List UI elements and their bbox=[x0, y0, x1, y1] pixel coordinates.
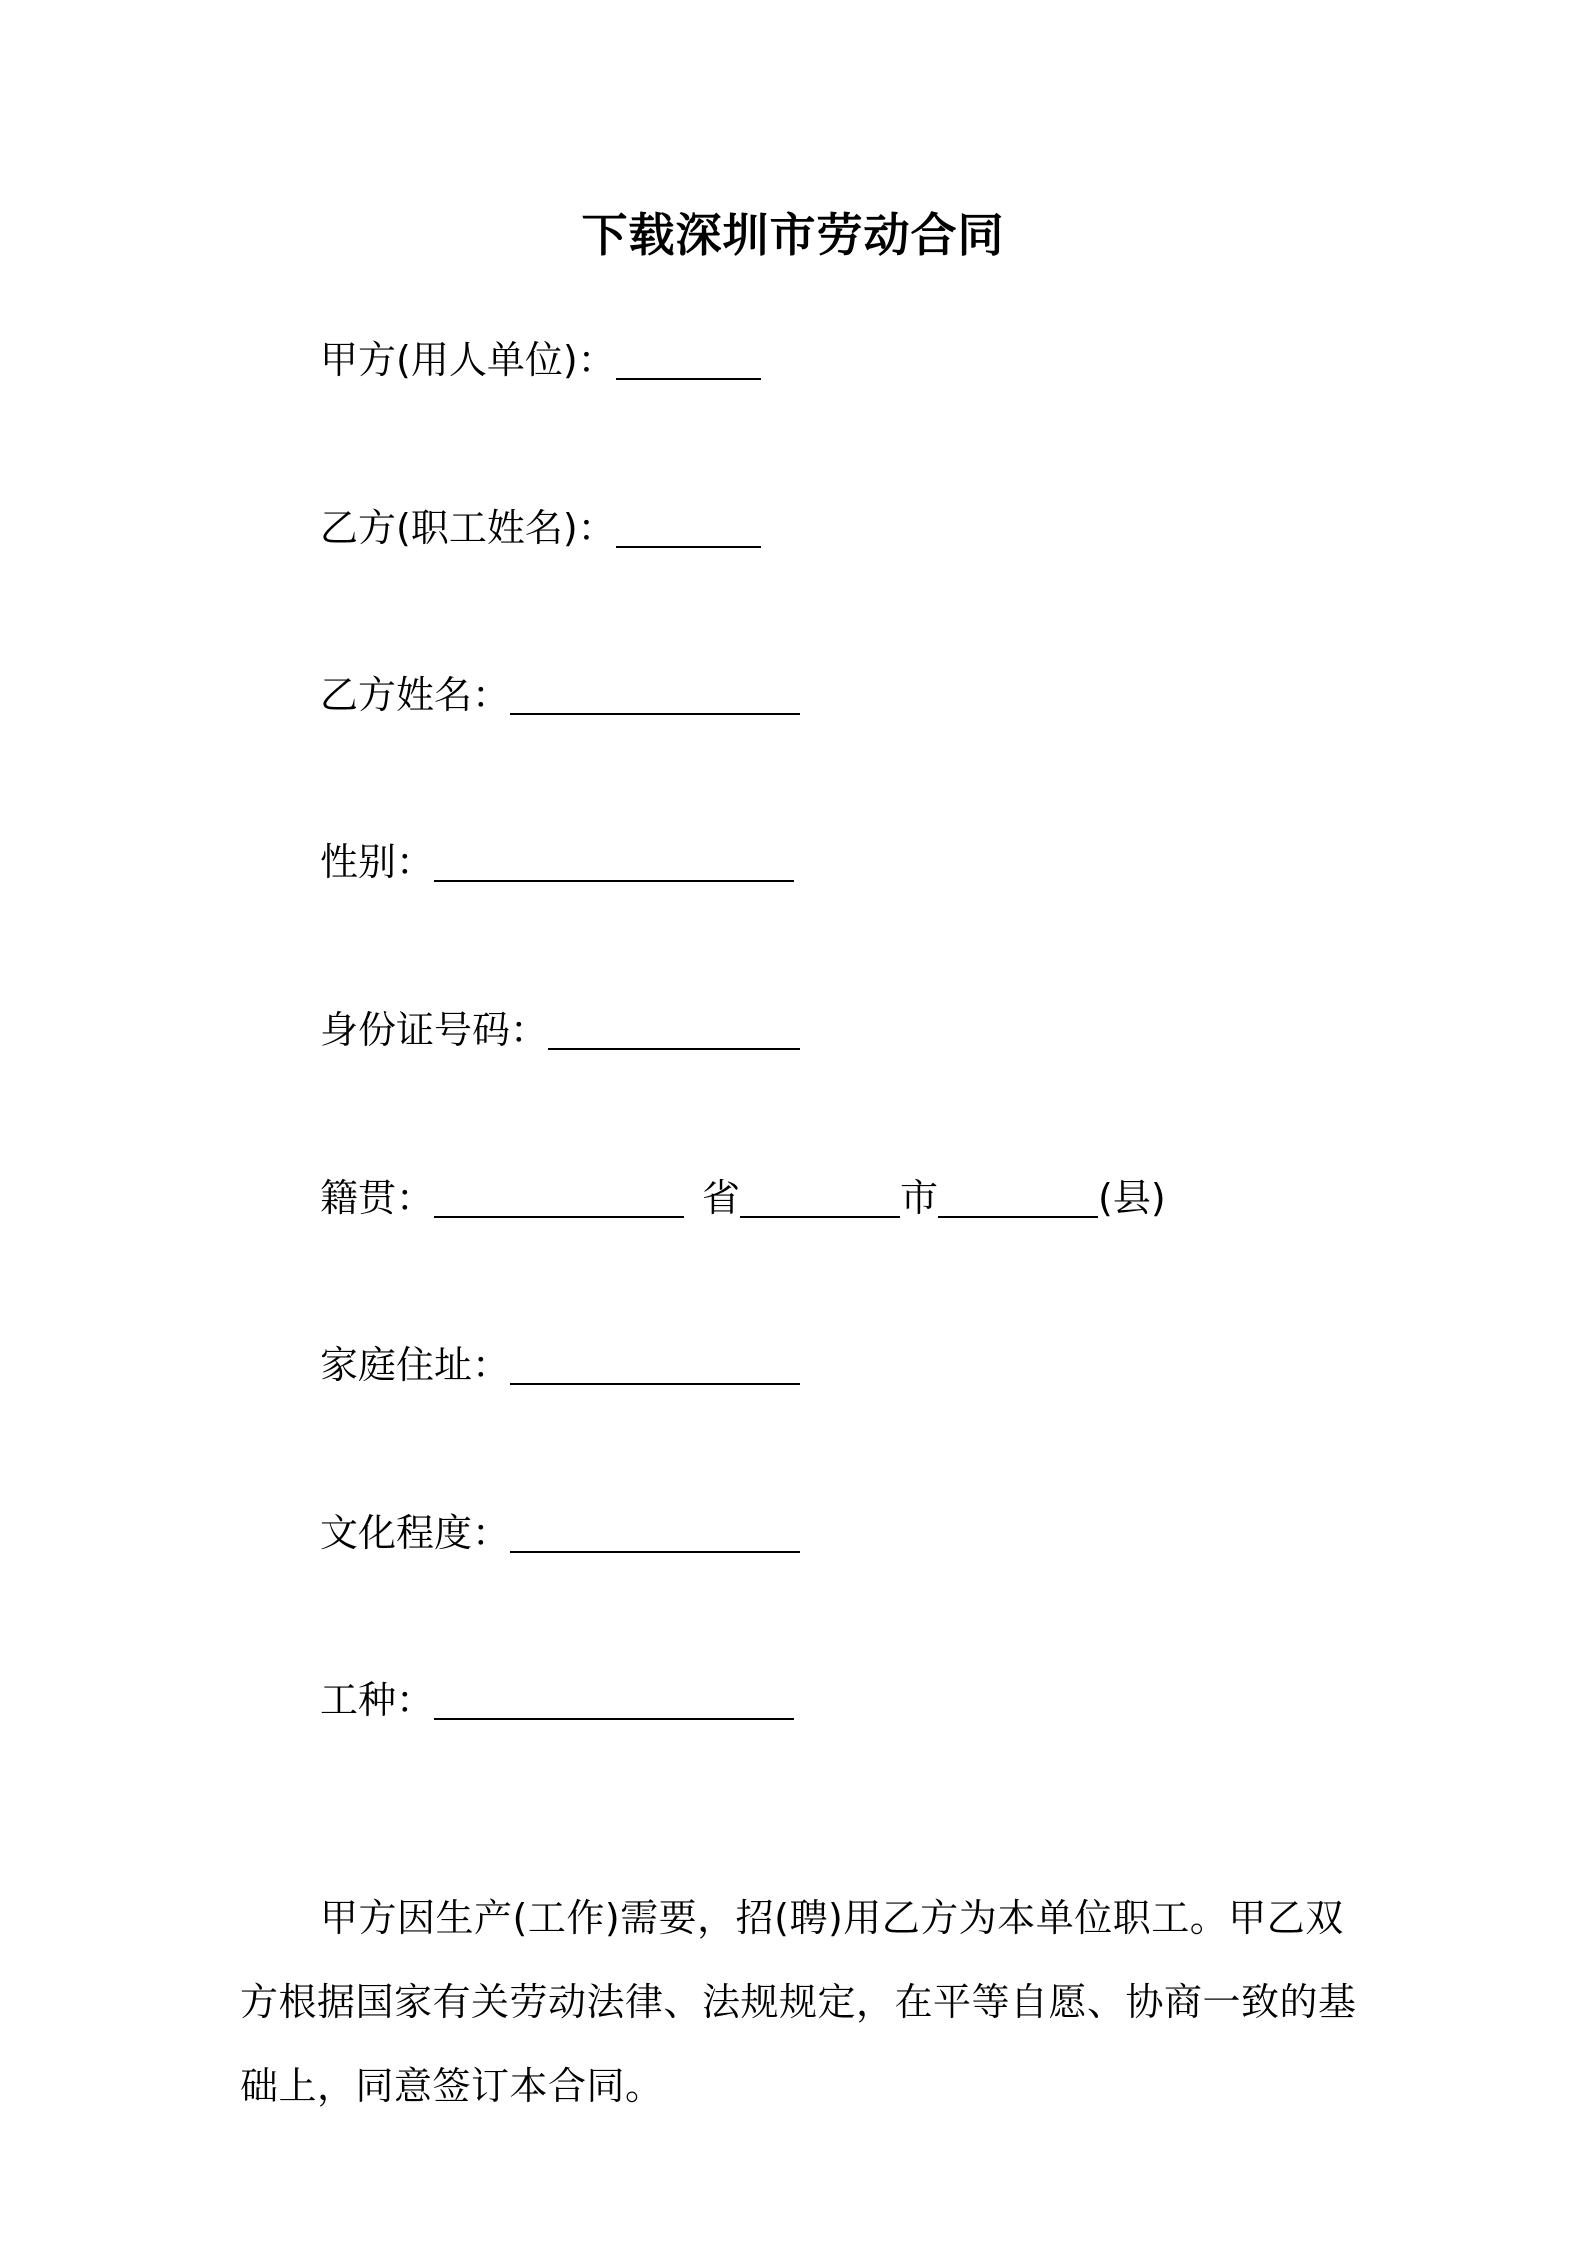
intro-paragraph: 甲方因生产(工作)需要，招(聘)用乙方为本单位职工。甲乙双方根据国家有关劳动法律、法规规定，在平等自愿、协商一致的基础上，同意签订本合同。 bbox=[240, 1896, 1357, 2108]
field-id-number-label: 身份证号码： bbox=[320, 1008, 549, 1052]
education-blank bbox=[510, 1507, 800, 1553]
origin-county-blank bbox=[938, 1172, 1098, 1218]
field-name-label: 乙方姓名： bbox=[320, 673, 511, 717]
gender-blank bbox=[434, 836, 794, 882]
party-a-blank bbox=[616, 334, 761, 380]
field-origin-label: 籍贯： bbox=[320, 1176, 435, 1220]
job-type-blank bbox=[434, 1674, 794, 1720]
field-party-b-label: 乙方(职工姓名)： bbox=[320, 506, 616, 550]
field-job-type bbox=[320, 1670, 794, 1730]
id-number-blank bbox=[548, 1004, 800, 1050]
origin-province-blank bbox=[434, 1172, 684, 1218]
party-b-blank bbox=[616, 502, 761, 548]
origin-province-label: 省 bbox=[702, 1176, 741, 1220]
origin-city-blank bbox=[740, 1172, 900, 1218]
address-blank bbox=[510, 1339, 800, 1385]
field-id-number bbox=[320, 1000, 800, 1060]
field-party-a-label: 甲方(用人单位)： bbox=[320, 338, 616, 382]
field-gender-label: 性别： bbox=[320, 840, 435, 884]
document-title: 下载深圳市劳动合同 bbox=[581, 208, 1005, 262]
field-address bbox=[320, 1335, 800, 1395]
field-party-a bbox=[320, 330, 761, 390]
field-education bbox=[320, 1503, 800, 1563]
name-blank bbox=[510, 669, 800, 715]
origin-county-label: (县) bbox=[1098, 1176, 1166, 1220]
field-origin bbox=[320, 1168, 1166, 1228]
field-address-label: 家庭住址： bbox=[320, 1343, 511, 1387]
field-job-type-label: 工种： bbox=[320, 1678, 435, 1722]
field-gender bbox=[320, 832, 794, 892]
field-party-b bbox=[320, 498, 761, 558]
field-education-label: 文化程度： bbox=[320, 1511, 511, 1555]
field-name bbox=[320, 665, 800, 725]
origin-city-label: 市 bbox=[900, 1176, 939, 1220]
